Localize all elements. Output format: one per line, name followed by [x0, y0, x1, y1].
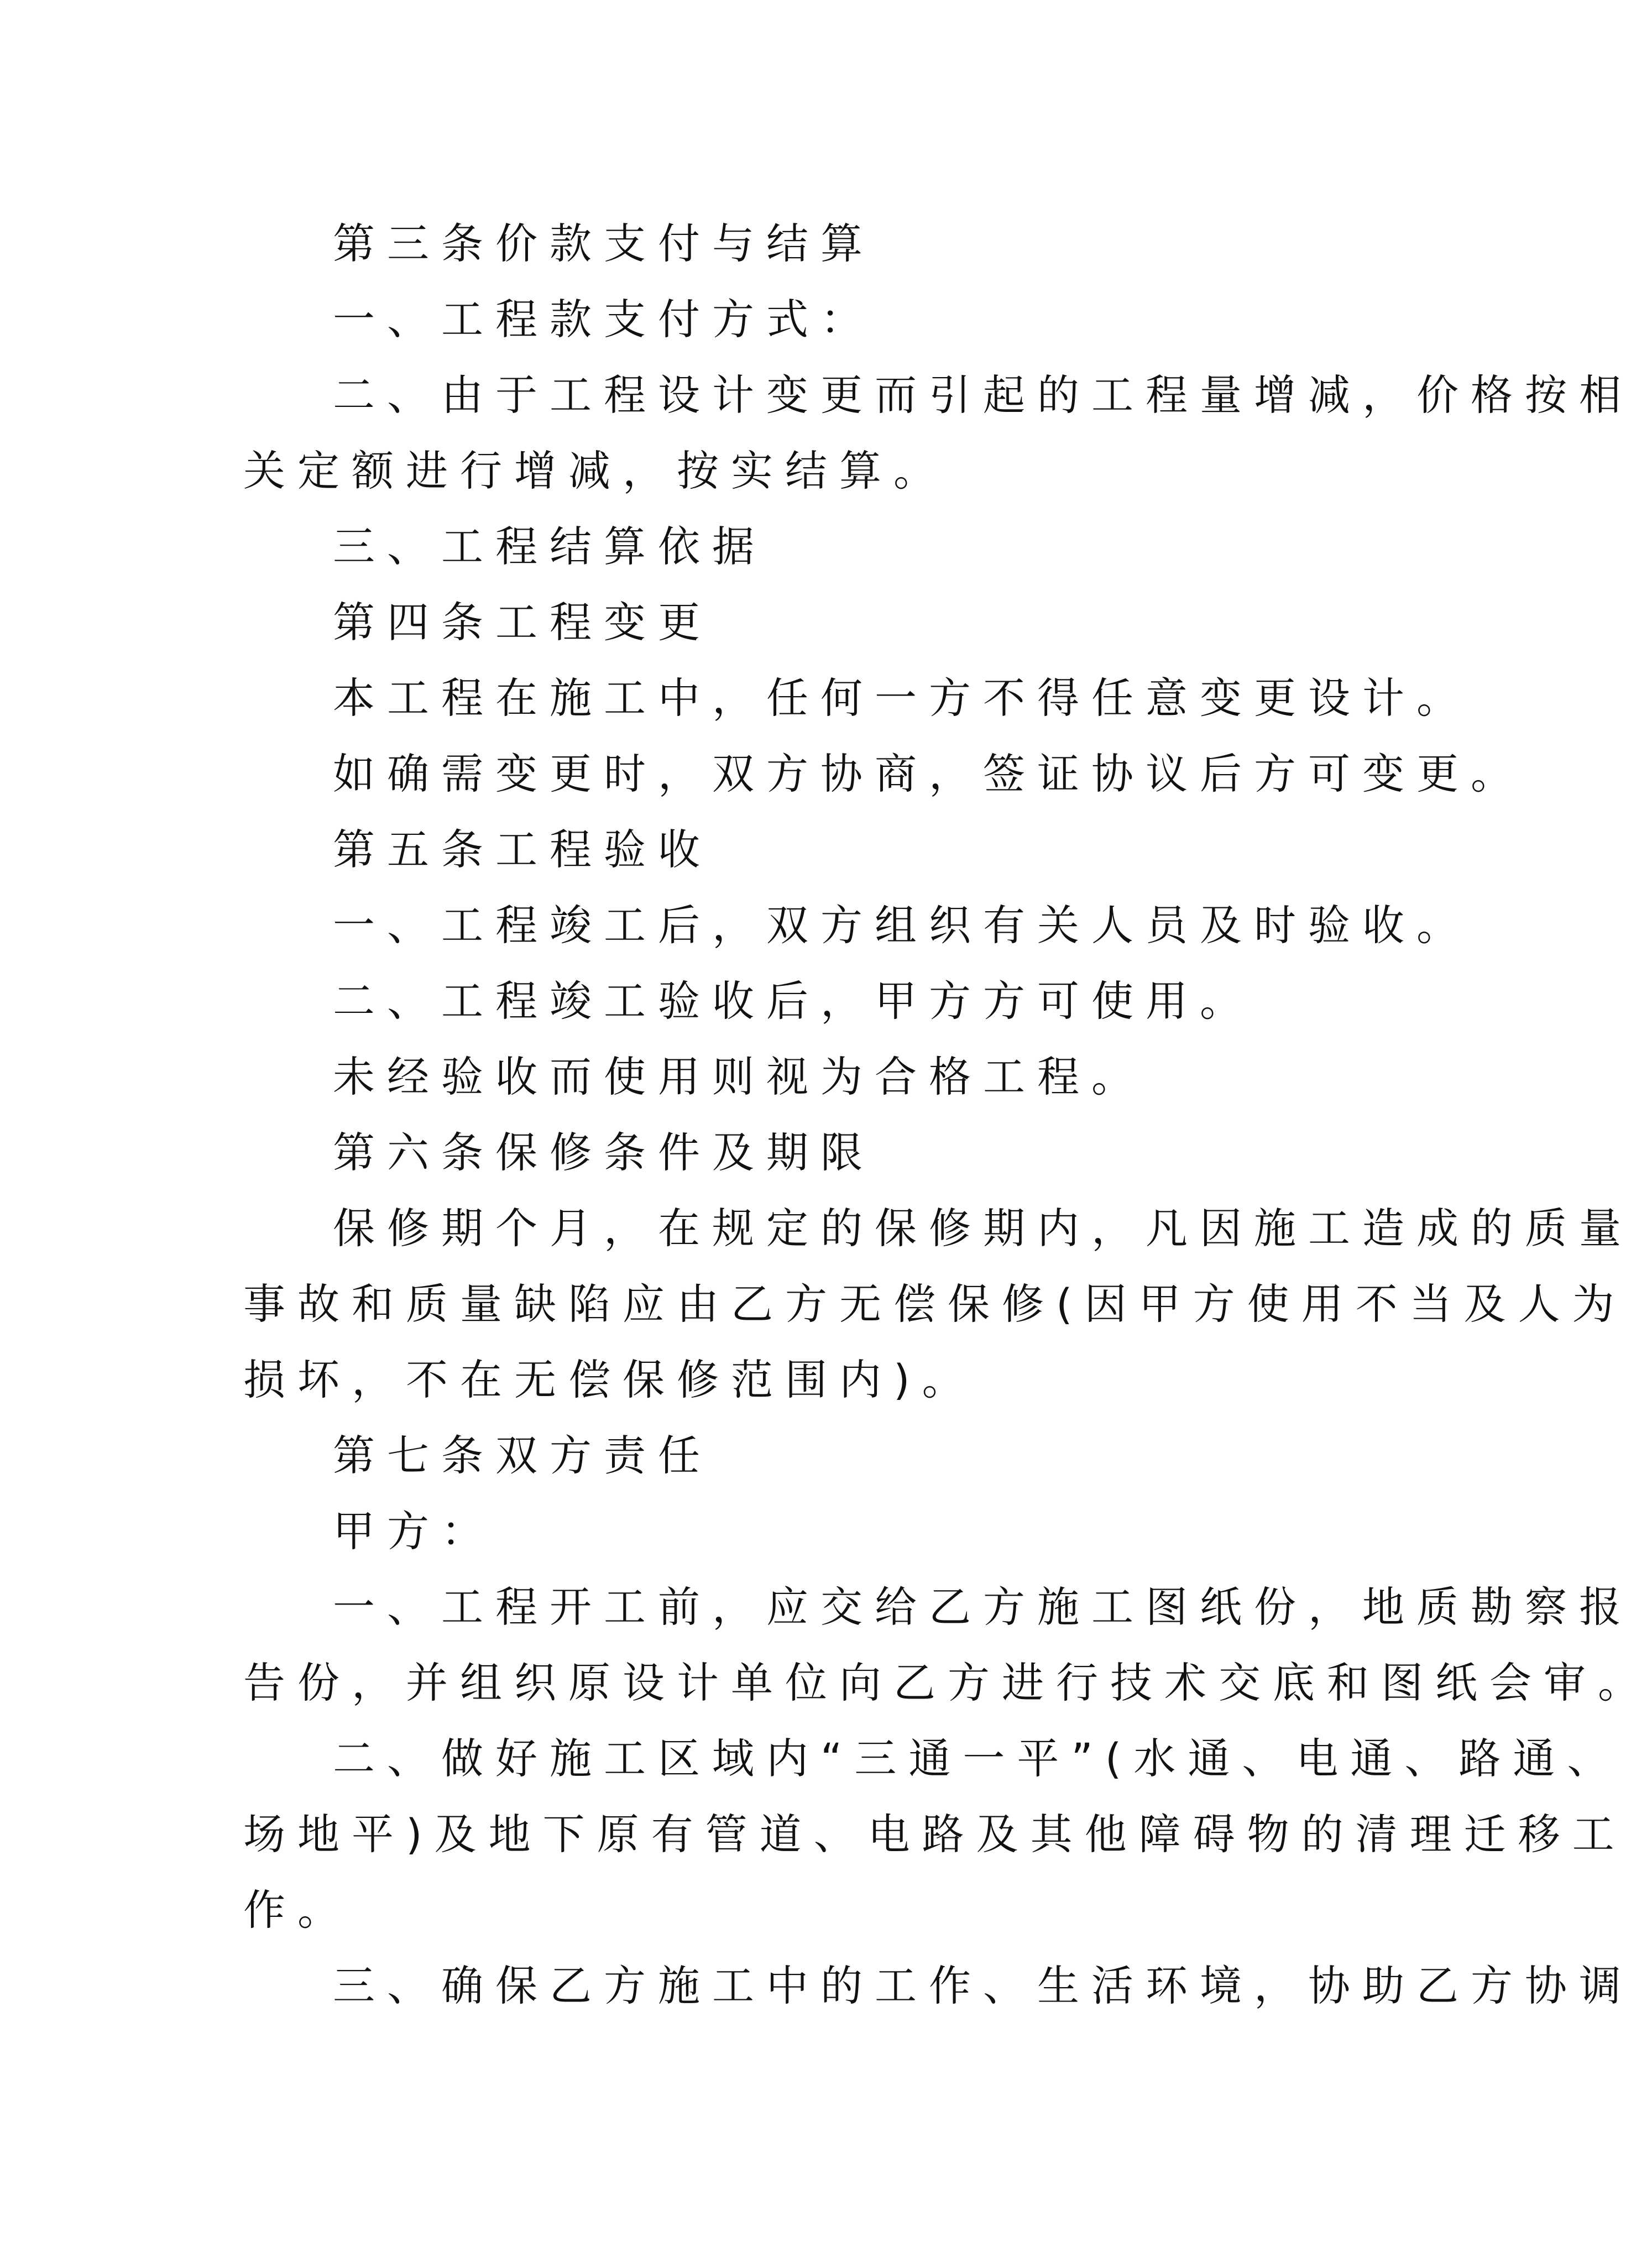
paragraph-line: 场地平)及地下原有管道、电路及其他障碍物的清理迁移工	[243, 1810, 1627, 1859]
paragraph-line: 本工程在施工中，任何一方不得任意变更设计。	[333, 673, 1471, 723]
document-body	[243, 206, 1652, 2024]
paragraph-line: 未经验收而使用则视为合格工程。	[333, 1052, 1146, 1101]
paragraph-line: 二、工程竣工验收后，甲方方可使用。	[333, 976, 1254, 1026]
paragraph-line: 二、做好施工区域内“三通一平”(水通、电通、路通、	[333, 1734, 1622, 1783]
paragraph-line: 如确需变更时，双方协商，签证协议后方可变更。	[333, 749, 1525, 798]
paragraph-line: 一、工程开工前，应交给乙方施工图纸份，地质勘察报	[333, 1582, 1633, 1632]
section-heading-article-7: 第七条双方责任	[333, 1431, 712, 1480]
section-heading-article-3: 第三条价款支付与结算	[333, 219, 875, 268]
paragraph-line: 一、工程竣工后，双方组织有关人员及时验收。	[333, 901, 1471, 950]
paragraph-line: 告份，并组织原设计单位向乙方进行技术交底和图纸会审。	[243, 1658, 1652, 1707]
section-heading-article-5: 第五条工程验收	[333, 825, 712, 874]
paragraph-line: 关定额进行增减，按实结算。	[243, 446, 948, 495]
paragraph-line: 一、工程款支付方式：	[333, 295, 875, 344]
paragraph-line: 保修期个月，在规定的保修期内，凡因施工造成的质量	[333, 1204, 1633, 1253]
paragraph-line: 作。	[243, 1885, 352, 1935]
paragraph-line: 损坏，不在无偿保修范围内)。	[243, 1355, 976, 1404]
paragraph-line: 事故和质量缺陷应由乙方无偿保修(因甲方使用不当及人为	[243, 1279, 1627, 1329]
paragraph-line: 三、工程结算依据	[333, 522, 766, 571]
section-heading-article-4: 第四条工程变更	[333, 598, 712, 647]
paragraph-line: 三、确保乙方施工中的工作、生活环境，协助乙方协调	[333, 1961, 1633, 2010]
section-heading-article-6: 第六条保修条件及期限	[333, 1128, 875, 1177]
party-heading: 甲方：	[333, 1507, 495, 1556]
paragraph-line: 二、由于工程设计变更而引起的工程量增减，价格按相	[333, 370, 1633, 420]
